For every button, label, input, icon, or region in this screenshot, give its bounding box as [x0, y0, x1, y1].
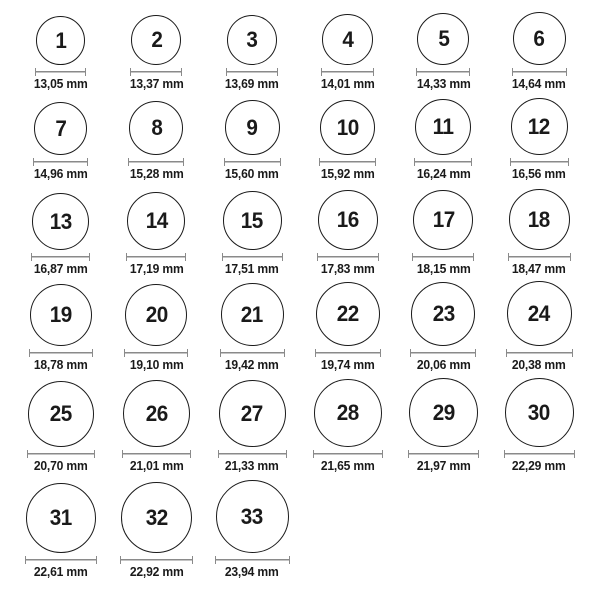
ring-size-number: 29: [432, 399, 455, 425]
diameter-label: 18,15 mm: [416, 262, 471, 276]
diameter-measure-line: [124, 349, 188, 357]
diameter-label: 19,10 mm: [129, 358, 184, 372]
ring-circle-outline: [219, 380, 286, 447]
diameter-measure-line: [410, 349, 476, 357]
ring-size-item: [13, 182, 109, 277]
ring-circle-outline: [131, 15, 181, 65]
diameter-measure-line: [122, 450, 191, 458]
diameter-label: 21,65 mm: [320, 459, 375, 473]
diameter-label: 20,38 mm: [512, 358, 567, 372]
ring-size-number: 5: [437, 26, 450, 51]
ring-circle-outline: [225, 100, 280, 155]
ring-size-number: 12: [528, 113, 551, 139]
diameter-label: 16,24 mm: [416, 167, 471, 181]
diameter-measure-line: [224, 158, 281, 166]
ring-circle-outline: [28, 381, 94, 447]
ring-circle-outline: [123, 380, 190, 447]
diameter-measure-line: [321, 68, 374, 76]
ring-size-number: 13: [49, 208, 72, 234]
ring-size-item: [109, 0, 205, 92]
ring-size-item: [204, 277, 300, 373]
ring-size-number: 16: [336, 207, 359, 232]
ring-size-item: [491, 92, 587, 182]
ring-circle-outline: [505, 378, 574, 447]
ring-size-number: 22: [336, 301, 359, 326]
diameter-measure-line: [510, 158, 569, 166]
ring-size-number: 26: [145, 400, 168, 426]
diameter-label: 23,94 mm: [225, 565, 280, 579]
ring-circle-outline: [30, 284, 92, 346]
diameter-measure-line: [33, 158, 88, 166]
ring-size-number: 25: [49, 401, 72, 426]
ring-size-item: [491, 182, 587, 277]
diameter-label: 22,29 mm: [512, 459, 567, 473]
diameter-label: 14,33 mm: [416, 77, 471, 91]
ring-circle-outline: [322, 14, 373, 65]
diameter-measure-line: [35, 68, 86, 76]
ring-size-number: 20: [145, 302, 168, 327]
ring-circle-outline: [511, 98, 568, 155]
diameter-label: 21,97 mm: [416, 459, 471, 473]
ring-circle-outline: [417, 13, 469, 65]
ring-size-item: [13, 277, 109, 373]
ring-size-number: 14: [145, 208, 168, 233]
diameter-label: 21,33 mm: [225, 459, 280, 473]
ring-size-item: [396, 182, 492, 277]
ring-circle-outline: [316, 282, 380, 346]
ring-size-number: 23: [432, 301, 455, 326]
diameter-label: 13,69 mm: [225, 77, 280, 91]
diameter-measure-line: [416, 68, 470, 76]
diameter-measure-line: [222, 253, 283, 261]
ring-size-number: 18: [528, 206, 551, 232]
ring-circle-outline: [223, 191, 282, 250]
ring-size-item: [13, 0, 109, 92]
diameter-label: 17,83 mm: [320, 262, 375, 276]
diameter-measure-line: [27, 450, 95, 458]
diameter-measure-line: [319, 158, 376, 166]
diameter-label: 15,28 mm: [129, 167, 184, 181]
ring-circle-outline: [127, 192, 185, 250]
diameter-measure-line: [313, 450, 383, 458]
ring-size-number: 31: [49, 505, 72, 530]
diameter-measure-line: [215, 556, 290, 564]
diameter-measure-line: [31, 253, 90, 261]
diameter-label: 16,87 mm: [33, 262, 88, 276]
diameter-label: 15,60 mm: [225, 167, 280, 181]
ring-size-item: [109, 182, 205, 277]
diameter-measure-line: [29, 349, 93, 357]
ring-circle-outline: [26, 483, 96, 553]
ring-circle-outline: [409, 378, 478, 447]
ring-size-number: 15: [241, 207, 264, 233]
ring-size-item: [204, 0, 300, 92]
diameter-label: 18,47 mm: [512, 262, 567, 276]
ring-size-item: [109, 92, 205, 182]
diameter-label: 13,05 mm: [33, 77, 88, 91]
ring-size-item: [300, 92, 396, 182]
diameter-measure-line: [512, 68, 567, 76]
diameter-label: 15,92 mm: [320, 167, 375, 181]
ring-size-number: 1: [55, 27, 67, 53]
diameter-measure-line: [408, 450, 479, 458]
ring-circle-outline: [513, 12, 566, 65]
ring-size-item: [13, 474, 109, 580]
ring-size-number: 4: [342, 26, 354, 52]
ring-circle-outline: [507, 281, 572, 346]
diameter-label: 16,56 mm: [512, 167, 567, 181]
diameter-measure-line: [220, 349, 285, 357]
ring-size-item: [204, 474, 300, 580]
diameter-measure-line: [315, 349, 381, 357]
diameter-label: 19,42 mm: [225, 358, 280, 372]
ring-size-number: 17: [432, 207, 455, 232]
ring-size-item: [491, 277, 587, 373]
ring-size-item: [491, 0, 587, 92]
ring-size-item: [204, 182, 300, 277]
diameter-measure-line: [506, 349, 573, 357]
ring-circle-outline: [314, 379, 382, 447]
diameter-measure-line: [414, 158, 472, 166]
diameter-label: 14,64 mm: [512, 77, 567, 91]
ring-circle-outline: [34, 102, 87, 155]
diameter-measure-line: [128, 158, 184, 166]
ring-size-number: 32: [145, 504, 168, 530]
diameter-label: 20,70 mm: [33, 459, 88, 473]
diameter-label: 19,74 mm: [320, 358, 375, 372]
ring-size-item: [396, 92, 492, 182]
diameter-label: 13,37 mm: [129, 77, 184, 91]
ring-size-item: [300, 182, 396, 277]
diameter-measure-line: [25, 556, 97, 564]
ring-size-item: [109, 277, 205, 373]
ring-size-item: [109, 373, 205, 474]
ring-size-number: 7: [55, 115, 67, 141]
diameter-label: 22,92 mm: [129, 565, 184, 579]
ring-size-number: 27: [241, 400, 264, 426]
diameter-label: 14,01 mm: [320, 77, 375, 91]
ring-circle-outline: [221, 283, 284, 346]
ring-size-item: [109, 474, 205, 580]
ring-circle-outline: [216, 480, 289, 553]
diameter-label: 21,01 mm: [129, 459, 184, 473]
ring-size-item: [204, 373, 300, 474]
ring-circle-outline: [509, 189, 570, 250]
diameter-measure-line: [126, 253, 186, 261]
ring-size-number: 3: [246, 27, 258, 52]
ring-circle-outline: [413, 190, 473, 250]
ring-size-number: 28: [336, 400, 359, 425]
ring-size-number: 30: [528, 399, 551, 425]
ring-size-number: 19: [49, 302, 72, 327]
ring-circle-outline: [125, 284, 187, 346]
ring-circle-outline: [32, 193, 89, 250]
ring-size-number: 21: [241, 301, 264, 327]
diameter-measure-line: [130, 68, 182, 76]
ring-circle-outline: [121, 482, 192, 553]
diameter-measure-line: [226, 68, 278, 76]
ring-circle-outline: [36, 16, 85, 65]
diameter-label: 18,78 mm: [33, 358, 88, 372]
ring-circle-outline: [320, 100, 375, 155]
ring-size-item: [300, 277, 396, 373]
diameter-measure-line: [218, 450, 287, 458]
diameter-measure-line: [504, 450, 575, 458]
diameter-measure-line: [412, 253, 474, 261]
ring-circle-outline: [129, 101, 183, 155]
ring-size-item: [396, 277, 492, 373]
ring-size-item: [204, 92, 300, 182]
ring-circle-outline: [411, 282, 475, 346]
ring-size-number: 33: [241, 503, 264, 529]
diameter-label: 14,96 mm: [33, 167, 88, 181]
ring-size-item: [491, 373, 587, 474]
ring-circle-outline: [318, 190, 378, 250]
ring-size-item: [13, 92, 109, 182]
ring-size-number: 8: [150, 115, 163, 140]
ring-size-number: 9: [246, 114, 258, 140]
ring-size-item: [396, 0, 492, 92]
ring-circle-outline: [415, 99, 471, 155]
diameter-label: 22,61 mm: [33, 565, 88, 579]
ring-size-item: [396, 373, 492, 474]
diameter-measure-line: [508, 253, 571, 261]
diameter-label: 17,19 mm: [129, 262, 184, 276]
diameter-label: 20,06 mm: [416, 358, 471, 372]
ring-size-item: [300, 373, 396, 474]
ring-size-number: 10: [336, 114, 359, 140]
diameter-measure-line: [317, 253, 379, 261]
ring-size-number: 6: [533, 25, 545, 51]
ring-size-number: 24: [528, 300, 551, 326]
ring-circle-outline: [227, 15, 277, 65]
ring-size-number: 11: [433, 114, 454, 139]
diameter-measure-line: [120, 556, 193, 564]
diameter-label: 17,51 mm: [225, 262, 280, 276]
ring-size-item: [13, 373, 109, 474]
ring-size-number: 2: [150, 27, 163, 52]
ring-size-item: [300, 0, 396, 92]
